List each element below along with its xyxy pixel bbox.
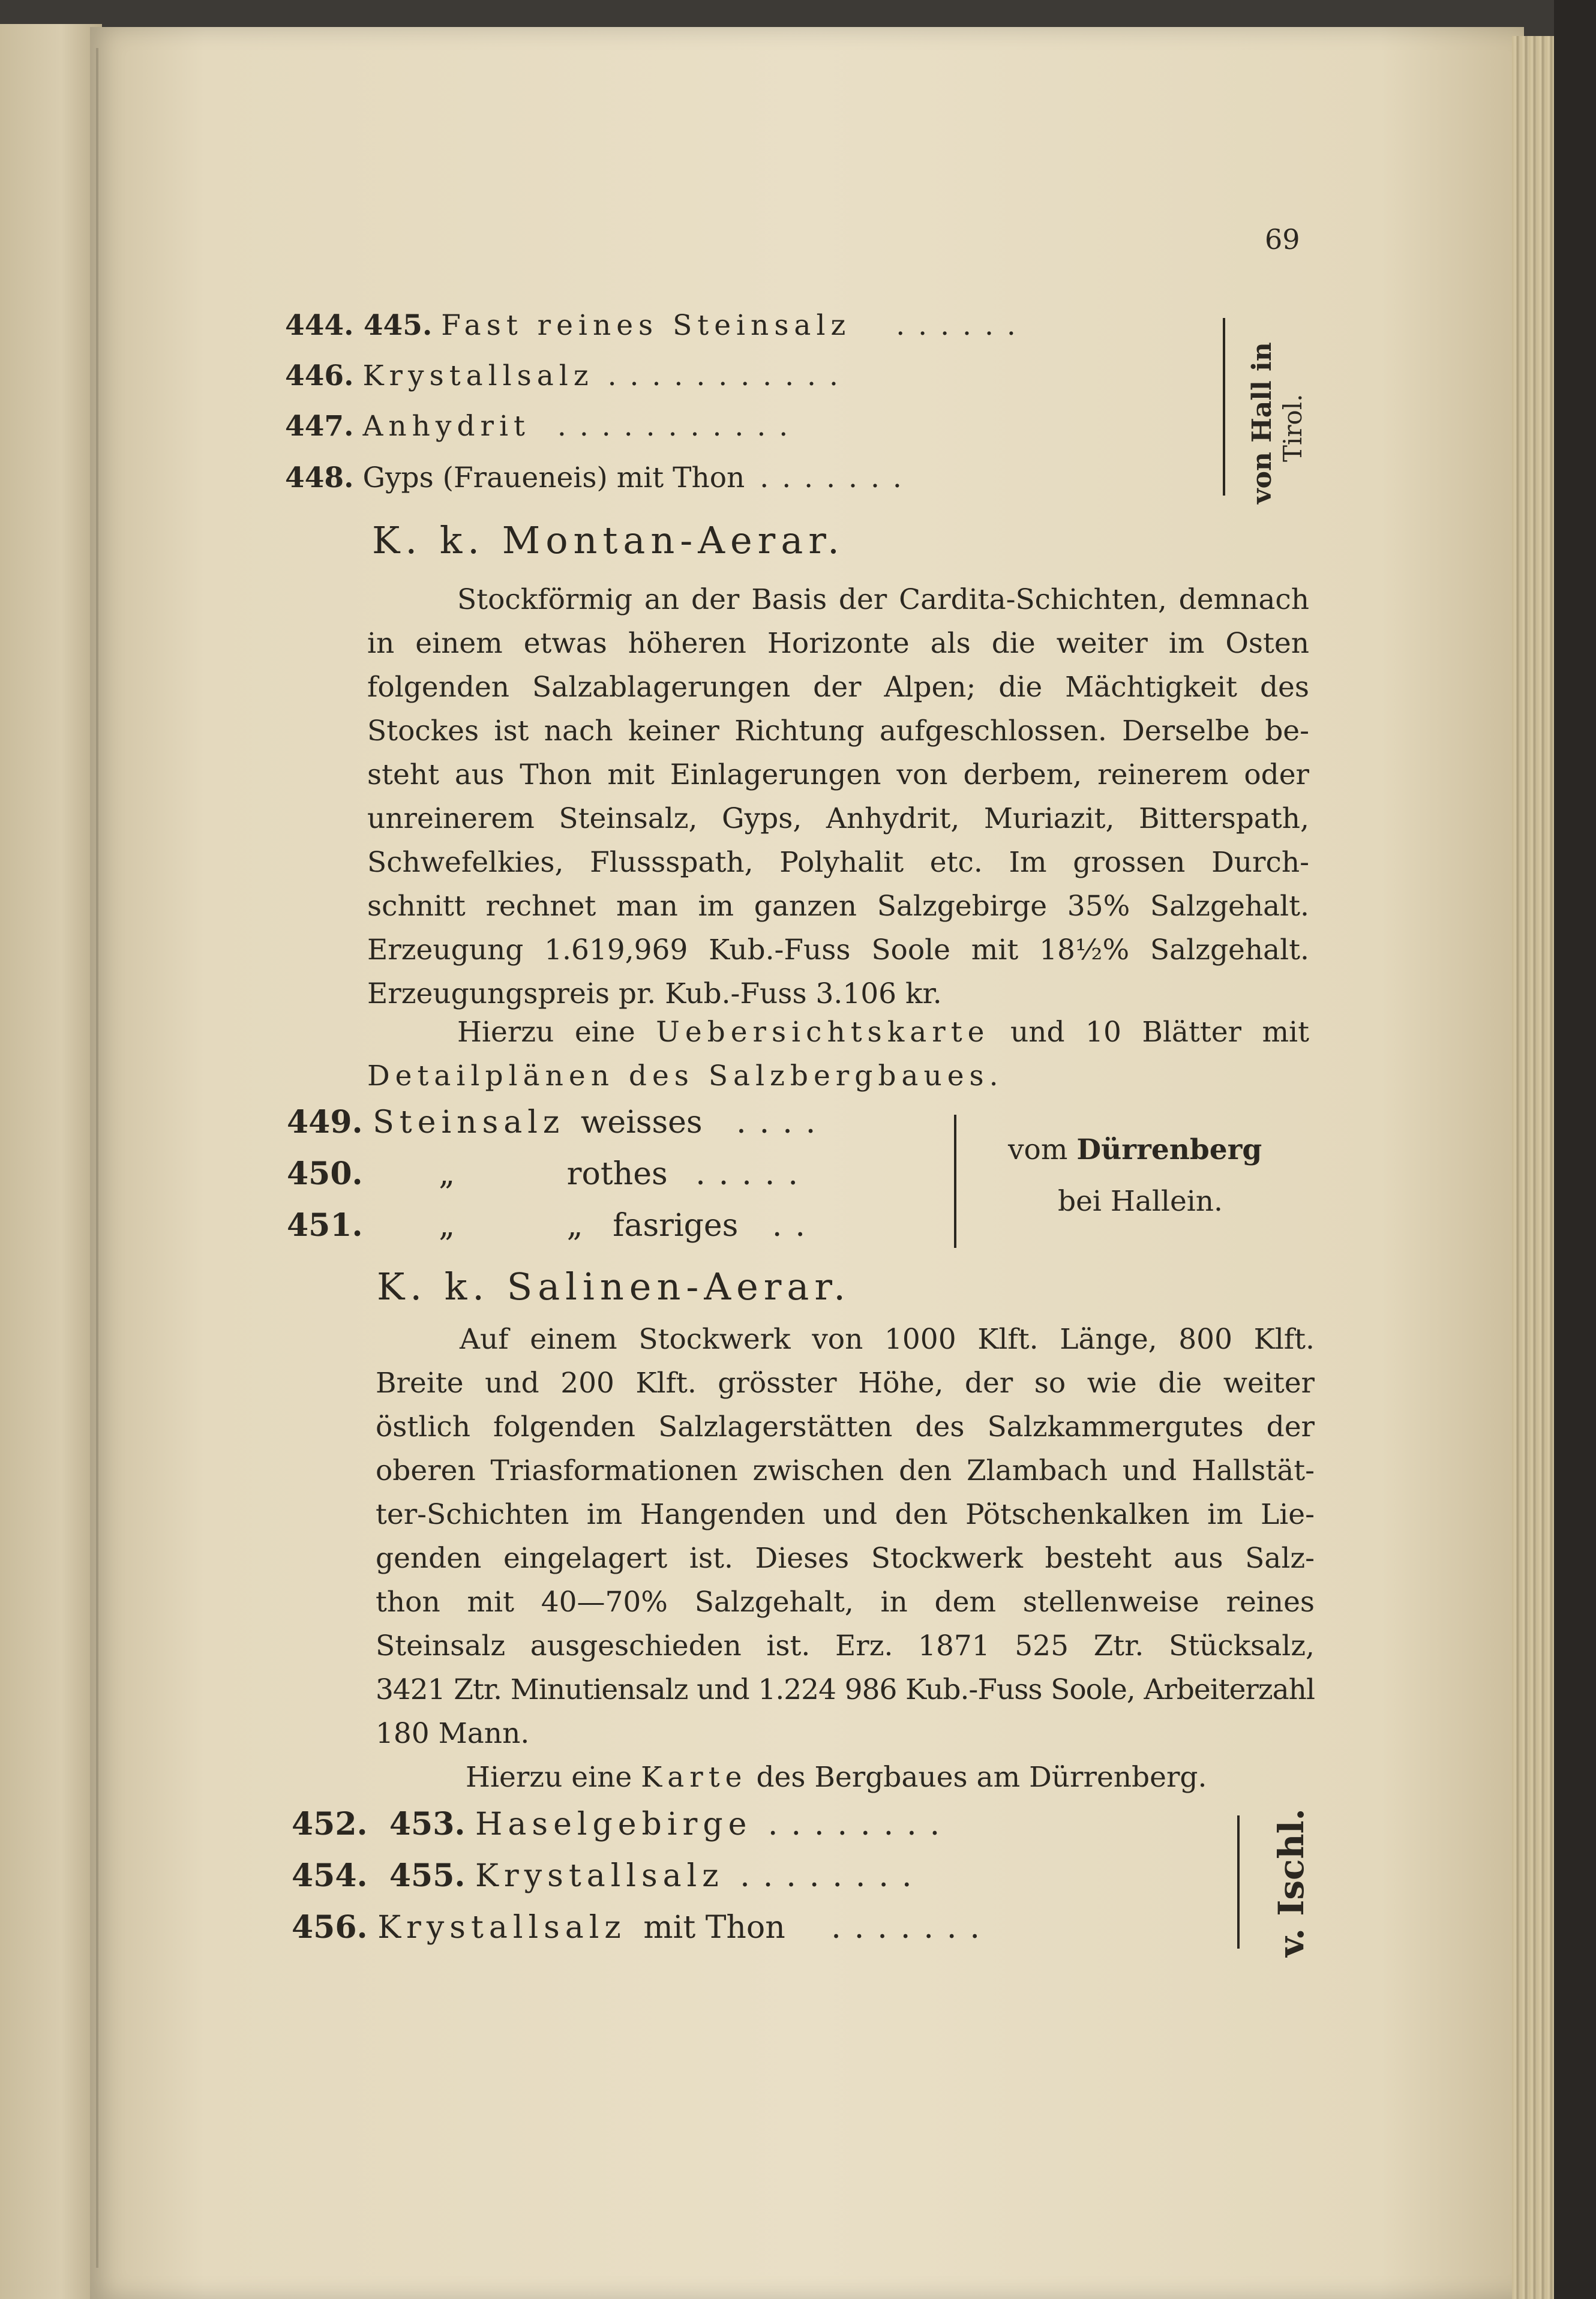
brace [1223,318,1225,496]
leader-dots: ........... [557,410,802,443]
item-number: 447. [285,410,354,443]
text-line: östlich folgenden Salzlagerstätten des Salzkammergutes der [376,1410,1315,1443]
item-name: Krystallsalz [377,1910,626,1946]
note-text: und 10 Blätter mit [1010,1016,1309,1049]
text-line: Steinsalz ausgeschieden ist. Erz. 1871 525 Ztr. Stücksalz, [376,1629,1315,1662]
text-line: steht aus Thon mit Einlagerungen von derbem, reinerem oder [367,758,1309,791]
list-item [285,404,801,448]
text-line: in einem etwas höheren Horizonte als die weiter im Osten [367,627,1309,660]
text-line: thon mit 40—70% Salzgehalt, in dem stellenweise reines [376,1586,1315,1619]
text-line: unreinerem Steinsalz, Gyps, Anhydrit, Muriazit, Bitterspath, [367,802,1309,835]
text-line: Erzeugungspreis pr. Kub.-Fuss 3.106 kr. [367,977,942,1010]
location-name: Dürrenberg [1076,1133,1262,1166]
note-text: des Bergbaues am Dürrenberg. [756,1761,1207,1794]
item-number: 452. 453. [292,1806,466,1842]
text-line: schnitt rechnet man im ganzen Salzgebirge 35% Salzgehalt. [367,890,1309,923]
text-line: Auf einem Stockwerk von 1000 Klft. Länge, 800 Klft. [460,1323,1315,1356]
list-item [287,1203,818,1248]
item-number: 449. [287,1104,363,1141]
note-text: Hierzu eine [466,1761,632,1794]
left-page-edge [0,24,102,2299]
text-line: genden eingelagert ist. Dieses Stockwerk besteht aus Salz- [376,1542,1315,1575]
item-name: Fast reines Steinsalz [441,309,851,342]
section-heading: K. k. Salinen-Aerar. [377,1265,851,1308]
text-line: 3421 Ztr. Minutiensalz und 1.224 986 Kub.-Fuss Soole, Arbeiterzahl [376,1673,1315,1706]
leader-dots: .. [772,1208,818,1244]
brace [954,1115,956,1248]
item-number: 450. [287,1155,363,1192]
gutter-line [96,48,98,2268]
list-item [292,1802,953,1847]
item-number: 451. [287,1207,363,1244]
background-edge [1554,0,1596,2299]
text-line: Stockes ist nach keiner Richtung aufgeschlossen. Derselbe be- [367,715,1309,748]
text-line: folgenden Salzablagerungen der Alpen; die Mächtigkeit des [367,671,1309,704]
leader-dots: ........ [767,1806,953,1842]
list-item [285,354,851,398]
leader-dots: ....... [760,461,915,494]
ditto-mark: „ [439,1208,455,1244]
item-variant: rothes [566,1156,668,1192]
list-item [287,1152,811,1196]
item-name: Krystallsalz [475,1858,724,1894]
text-line: oberen Triasformationen zwischen den Zlambach und Hallstät- [376,1454,1315,1487]
text-line: Schwefelkies, Flussspath, Polyhalit etc. Im grossen Durch- [367,846,1309,879]
item-number: 448. [285,461,354,494]
note-emphasis: Karte [641,1761,748,1794]
list-item [287,1100,829,1145]
leader-dots: ........ [740,1858,925,1894]
item-variant: „ fasriges [566,1208,739,1244]
location-label: von Hall in [1247,342,1277,504]
note-emphasis: Uebersichtskarte [656,1016,990,1049]
paragraph [376,1317,1315,1755]
item-number: 454. 455. [292,1857,466,1894]
note-line [457,1010,1309,1054]
item-number: 446. [285,359,354,392]
item-name: Krystallsalz [362,359,594,392]
location-label: bei Hallein. [1058,1185,1223,1218]
paragraph [367,578,1309,1016]
leader-dots: ....... [831,1910,993,1946]
location-label [1008,1128,1262,1172]
page-number: 69 [1265,223,1300,256]
location-label: v. Ischl. [1271,1808,1312,1957]
ditto-mark: „ [439,1156,455,1192]
item-name: Anhydrit [362,410,530,443]
item-name: Haselgebirge [475,1806,752,1842]
item-number: 456. [292,1909,368,1946]
leader-dots: ..... [695,1156,811,1192]
leader-dots: .... [736,1105,829,1141]
item-name: Steinsalz [373,1105,565,1141]
brace [1237,1815,1240,1949]
location-prefix: vom [1008,1133,1068,1166]
note [466,1755,1207,1799]
text-line: Stockförmig an der Basis der Cardita-Schichten, demnach [457,583,1309,616]
leader-dots: ...... [896,309,1029,342]
list-item [292,1854,925,1898]
text-line: ter-Schichten im Hangenden und den Pötschenkalken im Lie- [376,1498,1315,1531]
note-text: Hierzu eine [457,1016,635,1049]
text-line: Erzeugung 1.619,969 Kub.-Fuss Soole mit 18½% Salzgehalt. [367,934,1309,967]
leader-dots: ........... [607,359,851,392]
location-label: Tirol. [1278,394,1307,462]
text-line: 180 Mann. [376,1717,530,1750]
list-item [285,456,915,500]
item-detail: mit Thon [643,1910,785,1946]
section-heading: K. k. Montan-Aerar. [372,518,845,562]
item-name: Gyps (Fraueneis) mit Thon [362,461,745,494]
text-line: Breite und 200 Klft. grösster Höhe, der so wie die weiter [376,1367,1315,1400]
note-line: Detailplänen des Salzbergbaues. [367,1060,1004,1093]
item-number: 444. 445. [285,309,433,342]
list-item [292,1905,993,1950]
list-item [285,304,1029,347]
item-variant: weisses [580,1105,703,1141]
note [367,1010,1309,1098]
